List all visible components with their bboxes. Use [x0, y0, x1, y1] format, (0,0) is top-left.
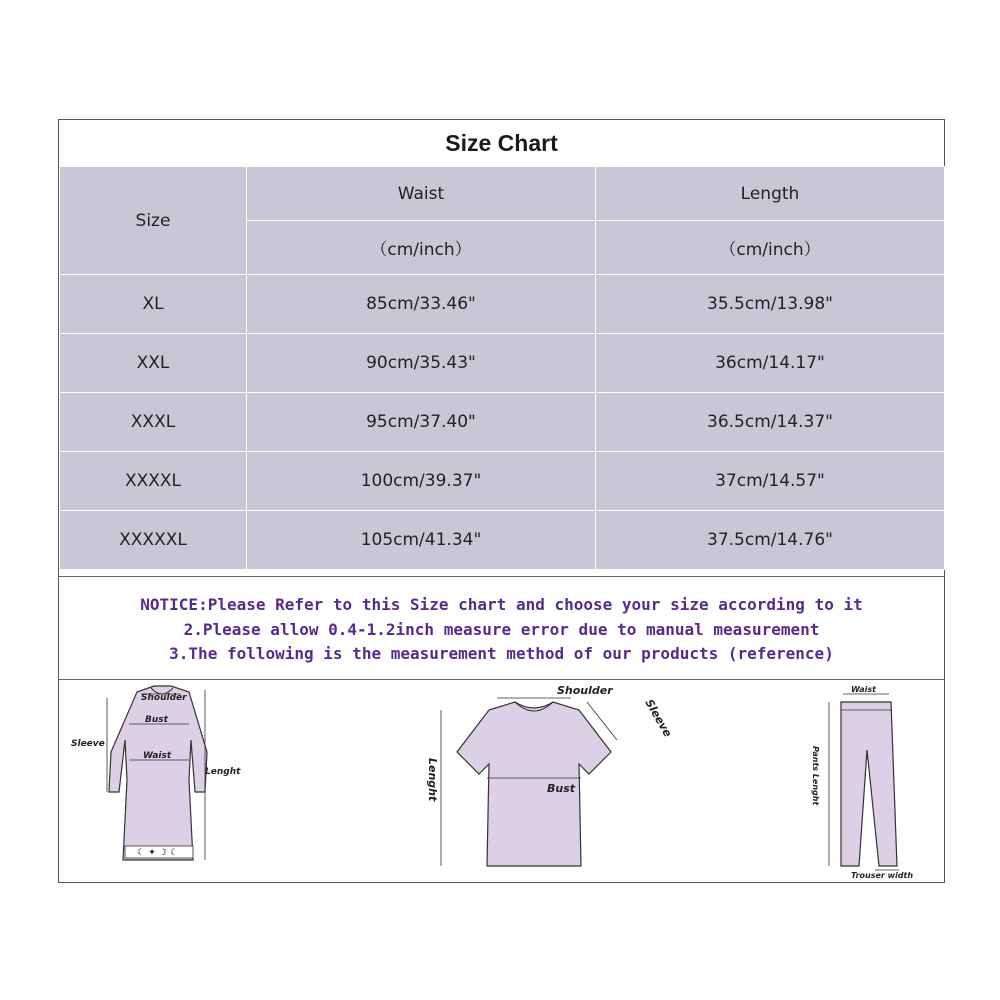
chart-title: Size Chart — [59, 120, 944, 167]
table-row — [60, 393, 945, 452]
header-size: Size — [60, 167, 247, 275]
tshirt-bust-label: Bust — [547, 782, 576, 795]
trouser-width-label: Trouser width — [851, 871, 914, 880]
length-cell: 37.5cm/14.76" — [596, 511, 945, 570]
dress-bust-label: Bust — [145, 715, 168, 725]
header-row — [60, 167, 945, 221]
size-cell: XXXXXL — [60, 511, 247, 570]
dress-diagram — [59, 680, 259, 880]
waist-cell: 85cm/33.46" — [247, 275, 596, 334]
svg-text:☾ ✦ ☽ ☾: ☾ ✦ ☽ ☾ — [137, 848, 179, 858]
dress-waist-label: Waist — [143, 751, 172, 761]
notice-block — [59, 576, 944, 680]
dress-length-label: Lenght — [205, 767, 241, 777]
waist-cell: 90cm/35.43" — [247, 334, 596, 393]
size-table — [59, 166, 945, 570]
tshirt-sleeve-label: Sleeve — [642, 697, 675, 740]
pants-shape — [841, 702, 897, 866]
table-row — [60, 452, 945, 511]
tshirt-shape — [457, 702, 611, 866]
waist-cell: 105cm/41.34" — [247, 511, 596, 570]
size-cell: XXXL — [60, 393, 247, 452]
notice-line-3: 3.The following is the measurement method of our products (reference) — [169, 644, 834, 663]
length-cell: 36.5cm/14.37" — [596, 393, 945, 452]
size-cell: XL — [60, 275, 247, 334]
header-length-unit: （cm/inch） — [596, 221, 945, 275]
dress-shoulder-label: Shoulder — [141, 693, 187, 703]
length-cell: 37cm/14.57" — [596, 452, 945, 511]
size-cell: XXL — [60, 334, 247, 393]
pants-diagram — [799, 680, 939, 880]
tshirt-length-label: Lenght — [426, 758, 439, 802]
length-cell: 35.5cm/13.98" — [596, 275, 945, 334]
waist-cell: 100cm/39.37" — [247, 452, 596, 511]
waist-cell: 95cm/37.40" — [247, 393, 596, 452]
table-row — [60, 334, 945, 393]
header-waist: Waist — [247, 167, 596, 221]
dress-sleeve-label: Sleeve — [71, 739, 105, 749]
table-row — [60, 275, 945, 334]
tshirt-diagram — [419, 680, 675, 880]
notice-line-2: 2.Please allow 0.4-1.2inch measure error due to manual measurement — [183, 619, 820, 639]
length-cell: 36cm/14.17" — [596, 334, 945, 393]
measurement-diagrams — [59, 680, 944, 882]
dress-shape — [109, 686, 207, 860]
pants-waist-label: Waist — [851, 685, 877, 694]
notice-line-1: NOTICE:Please Refer to this Size chart and choose your size according to it — [140, 595, 863, 614]
size-chart-frame — [58, 119, 945, 883]
size-cell: XXXXL — [60, 452, 247, 511]
table-row — [60, 511, 945, 570]
tshirt-shoulder-label: Shoulder — [557, 684, 613, 697]
header-length: Length — [596, 167, 945, 221]
header-waist-unit: （cm/inch） — [247, 221, 596, 275]
pants-length-label: Pants Lenght — [811, 746, 820, 806]
